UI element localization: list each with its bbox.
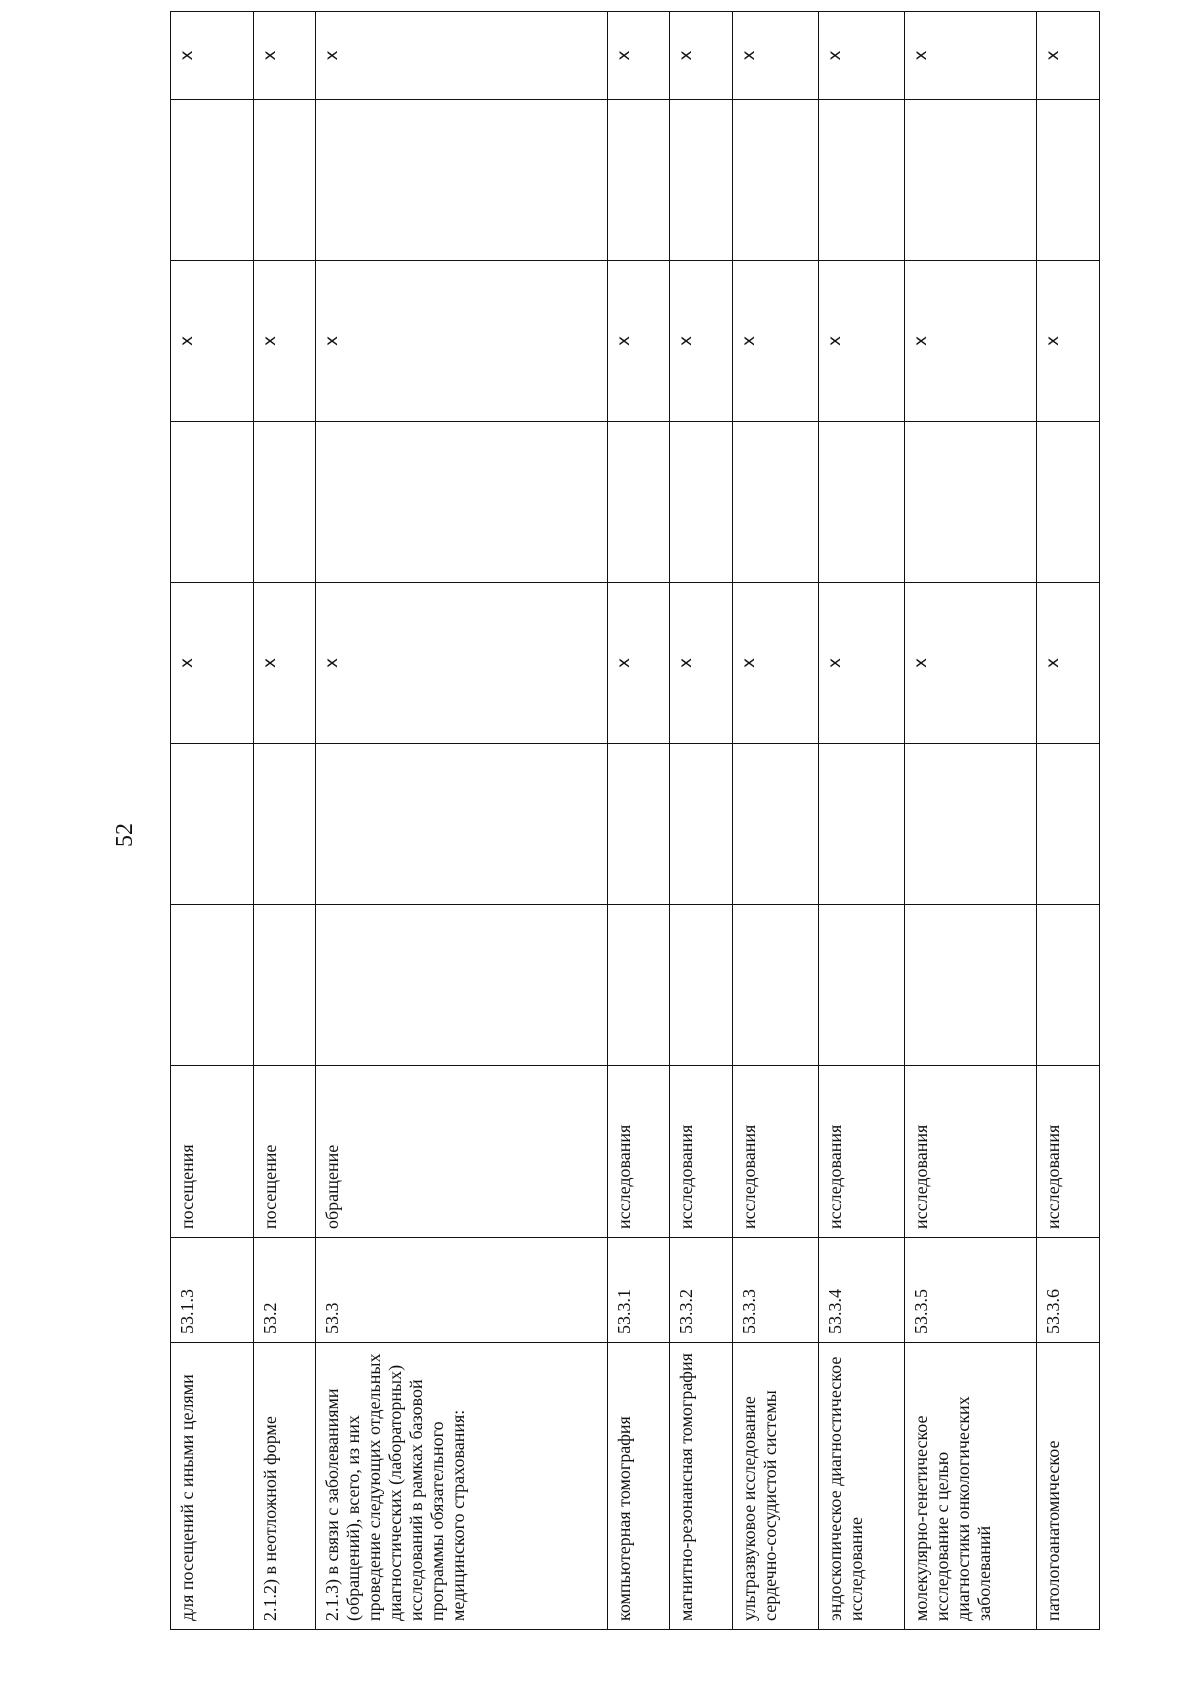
- mark-cell: [732, 905, 818, 1066]
- row-name-cell: 2.1.3) в связи с заболеваниями (обращений), всего, из них проведение следующих отдельных диагностических (лабораторных) исследований в рамках базовой программы обязательного медицинского страхования:: [316, 1343, 608, 1630]
- mark-cell: [171, 100, 254, 261]
- mark-cell: [607, 744, 670, 905]
- mark-cell: [670, 100, 733, 261]
- mark-cell: x: [1037, 583, 1100, 744]
- row-code-cell: 53.3.2: [670, 1238, 733, 1343]
- mark-cell: [905, 905, 1037, 1066]
- mark-cell: [316, 422, 608, 583]
- mark-cell: [819, 905, 905, 1066]
- mark-cell: x: [819, 12, 905, 100]
- mark-cell: x: [607, 12, 670, 100]
- mark-cell: [819, 744, 905, 905]
- row-unit-cell: исследования: [905, 1066, 1037, 1238]
- mark-cell: [1037, 422, 1100, 583]
- mark-cell: [253, 744, 316, 905]
- mark-cell: x: [819, 261, 905, 422]
- mark-cell: x: [732, 261, 818, 422]
- mark-cell: x: [253, 12, 316, 100]
- mark-cell: [1037, 905, 1100, 1066]
- row-code-cell: 53.3.4: [819, 1238, 905, 1343]
- row-name-cell: патологоанатомическое: [1037, 1343, 1100, 1630]
- mark-cell: [1037, 744, 1100, 905]
- mark-cell: [253, 422, 316, 583]
- row-unit-cell: исследования: [1037, 1066, 1100, 1238]
- mark-cell: x: [316, 12, 608, 100]
- row-unit-cell: исследования: [819, 1066, 905, 1238]
- table-row: [316, 12, 608, 1630]
- mark-cell: [171, 744, 254, 905]
- row-code-cell: 53.3.3: [732, 1238, 818, 1343]
- row-name-cell: магнитно-резонансная томография: [670, 1343, 733, 1630]
- mark-cell: [607, 905, 670, 1066]
- mark-cell: x: [1037, 261, 1100, 422]
- mark-cell: [171, 422, 254, 583]
- table-row: [1037, 12, 1100, 1630]
- mark-cell: [732, 422, 818, 583]
- mark-cell: [607, 422, 670, 583]
- medical-services-table: [170, 11, 1100, 1630]
- mark-cell: [171, 905, 254, 1066]
- mark-cell: [607, 100, 670, 261]
- mark-cell: x: [905, 583, 1037, 744]
- mark-cell: [253, 905, 316, 1066]
- mark-cell: x: [905, 12, 1037, 100]
- row-unit-cell: посещение: [253, 1066, 316, 1238]
- row-code-cell: 53.3.5: [905, 1238, 1037, 1343]
- mark-cell: [905, 422, 1037, 583]
- mark-cell: [905, 744, 1037, 905]
- mark-cell: [732, 100, 818, 261]
- row-name-cell: компьютерная томография: [607, 1343, 670, 1630]
- table-row: [732, 12, 818, 1630]
- mark-cell: x: [253, 261, 316, 422]
- page-number: 52: [112, 823, 138, 847]
- row-name-cell: ультразвуковое исследование сердечно-сосудистой системы: [732, 1343, 818, 1630]
- row-unit-cell: исследования: [670, 1066, 733, 1238]
- mark-cell: x: [253, 583, 316, 744]
- mark-cell: [253, 100, 316, 261]
- row-name-cell: молекулярно-генетическое исследование с целью диагностики онкологических заболеваний: [905, 1343, 1037, 1630]
- row-code-cell: 53.2: [253, 1238, 316, 1343]
- table-row: [670, 12, 733, 1630]
- mark-cell: x: [819, 583, 905, 744]
- mark-cell: [670, 422, 733, 583]
- mark-cell: x: [1037, 12, 1100, 100]
- mark-cell: [732, 744, 818, 905]
- mark-cell: x: [316, 261, 608, 422]
- table-row: [607, 12, 670, 1630]
- table-body: [171, 12, 1100, 1630]
- mark-cell: x: [670, 583, 733, 744]
- mark-cell: [316, 100, 608, 261]
- row-unit-cell: посещения: [171, 1066, 254, 1238]
- mark-cell: x: [670, 261, 733, 422]
- mark-cell: x: [171, 12, 254, 100]
- table-row: [819, 12, 905, 1630]
- mark-cell: x: [171, 261, 254, 422]
- mark-cell: x: [607, 261, 670, 422]
- mark-cell: [905, 100, 1037, 261]
- row-name-cell: эндоскопическое диагностическое исследование: [819, 1343, 905, 1630]
- mark-cell: [819, 422, 905, 583]
- mark-cell: [1037, 100, 1100, 261]
- mark-cell: x: [171, 583, 254, 744]
- row-name-cell: 2.1.2) в неотложной форме: [253, 1343, 316, 1630]
- mark-cell: [316, 905, 608, 1066]
- table-row: [905, 12, 1037, 1630]
- mark-cell: x: [905, 261, 1037, 422]
- row-code-cell: 53.3.1: [607, 1238, 670, 1343]
- row-code-cell: 53.3.6: [1037, 1238, 1100, 1343]
- row-code-cell: 53.3: [316, 1238, 608, 1343]
- mark-cell: x: [732, 12, 818, 100]
- row-name-cell: для посещений с иными целями: [171, 1343, 254, 1630]
- mark-cell: x: [670, 12, 733, 100]
- table-row: [171, 12, 254, 1630]
- mark-cell: x: [732, 583, 818, 744]
- row-unit-cell: исследования: [607, 1066, 670, 1238]
- mark-cell: [670, 905, 733, 1066]
- mark-cell: [670, 744, 733, 905]
- table-row: [253, 12, 316, 1630]
- mark-cell: [316, 744, 608, 905]
- rotated-table-container: [170, 50, 1100, 1630]
- mark-cell: x: [316, 583, 608, 744]
- row-unit-cell: исследования: [732, 1066, 818, 1238]
- mark-cell: [819, 100, 905, 261]
- row-code-cell: 53.1.3: [171, 1238, 254, 1343]
- row-unit-cell: обращение: [316, 1066, 608, 1238]
- mark-cell: x: [607, 583, 670, 744]
